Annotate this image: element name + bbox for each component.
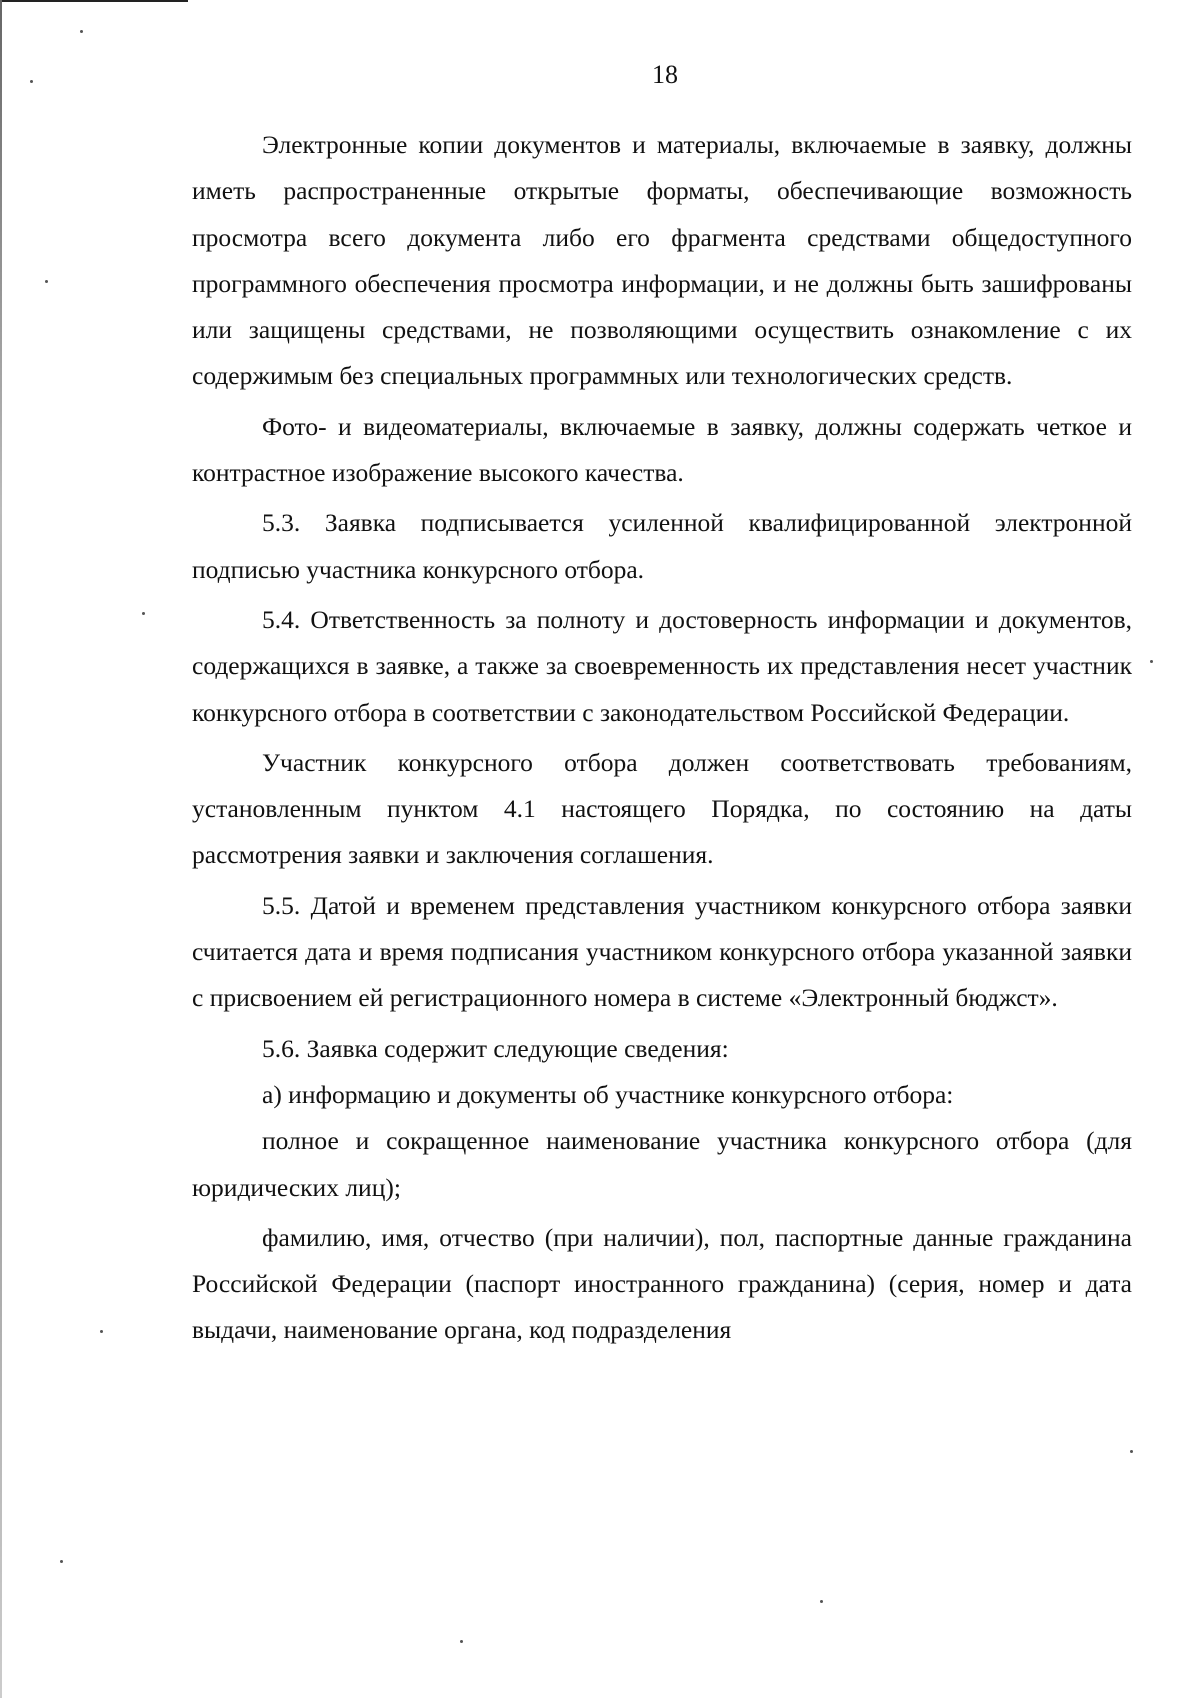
scan-speck	[460, 1640, 463, 1643]
paragraph-electronic-copies: Электронные копии документов и материалы, включаемые в заявку, должны иметь распространенные открытые форматы, обеспечивающие возможность просмотра всего документа либо его фрагмента средствами общедоступного программного обеспечения просмотра информации, и не должны быть зашифрованы или защищены средствами, не позволяющими осуществить ознакомление с их содержимым без специальных программных или технологических средств.	[192, 130, 1132, 391]
paragraph-item-a: а) информацию и документы об участнике конкурсного отбора:	[262, 1079, 954, 1109]
document-body	[192, 122, 1132, 1358]
page-number: 18	[652, 60, 678, 89]
scan-speck	[60, 1560, 63, 1563]
paragraph-5-3: 5.3. Заявка подписывается усиленной квалифицированной электронной подписью участника конкурсного отбора.	[192, 508, 1132, 584]
scan-edge-left	[0, 0, 2, 1698]
scan-speck	[80, 30, 83, 33]
paragraph-participant-requirements: Участник конкурсного отбора должен соответствовать требованиям, установленным пунктом 4.1 настоящего Порядка, по состоянию на даты рассмотрения заявки и заключения соглашения.	[192, 747, 1132, 870]
paragraph-5-4: 5.4. Ответственность за полноту и достоверность информации и документов, содержащихся в заявке, а также за своевременность их представления несет участник конкурсного отбора в соответствии с законодательством Российской Федерации.	[192, 604, 1132, 727]
scan-edge-top	[0, 0, 188, 2]
paragraph-full-name: полное и сокращенное наименование участника конкурсного отбора (для юридических лиц);	[192, 1126, 1132, 1202]
scan-speck	[1130, 1450, 1133, 1453]
paragraph-5-6: 5.6. Заявка содержит следующие сведения:	[262, 1033, 729, 1063]
paragraph-personal-data: фамилию, имя, отчество (при наличии), пол, паспортные данные гражданина Российской Федерации (паспорт иностранного гражданина) (серия, номер и дата выдачи, наименование органа, код подразделения	[192, 1222, 1132, 1345]
scan-speck	[142, 612, 145, 615]
scan-speck	[1150, 660, 1153, 663]
paragraph-5-5: 5.5. Датой и временем представления участником конкурсного отбора заявки считается дата и время подписания участником конкурсного отбора указанной заявки с присвоением ей регистрационного номера в системе «Электронный бюджст».	[192, 890, 1132, 1013]
scan-speck	[45, 280, 48, 283]
scan-speck	[100, 1330, 103, 1333]
paragraph-photo-video: Фото- и видеоматериалы, включаемые в заявку, должны содержать четкое и контрастное изображение высокого качества.	[192, 411, 1132, 488]
scan-speck	[30, 80, 33, 83]
scan-speck	[820, 1600, 823, 1603]
